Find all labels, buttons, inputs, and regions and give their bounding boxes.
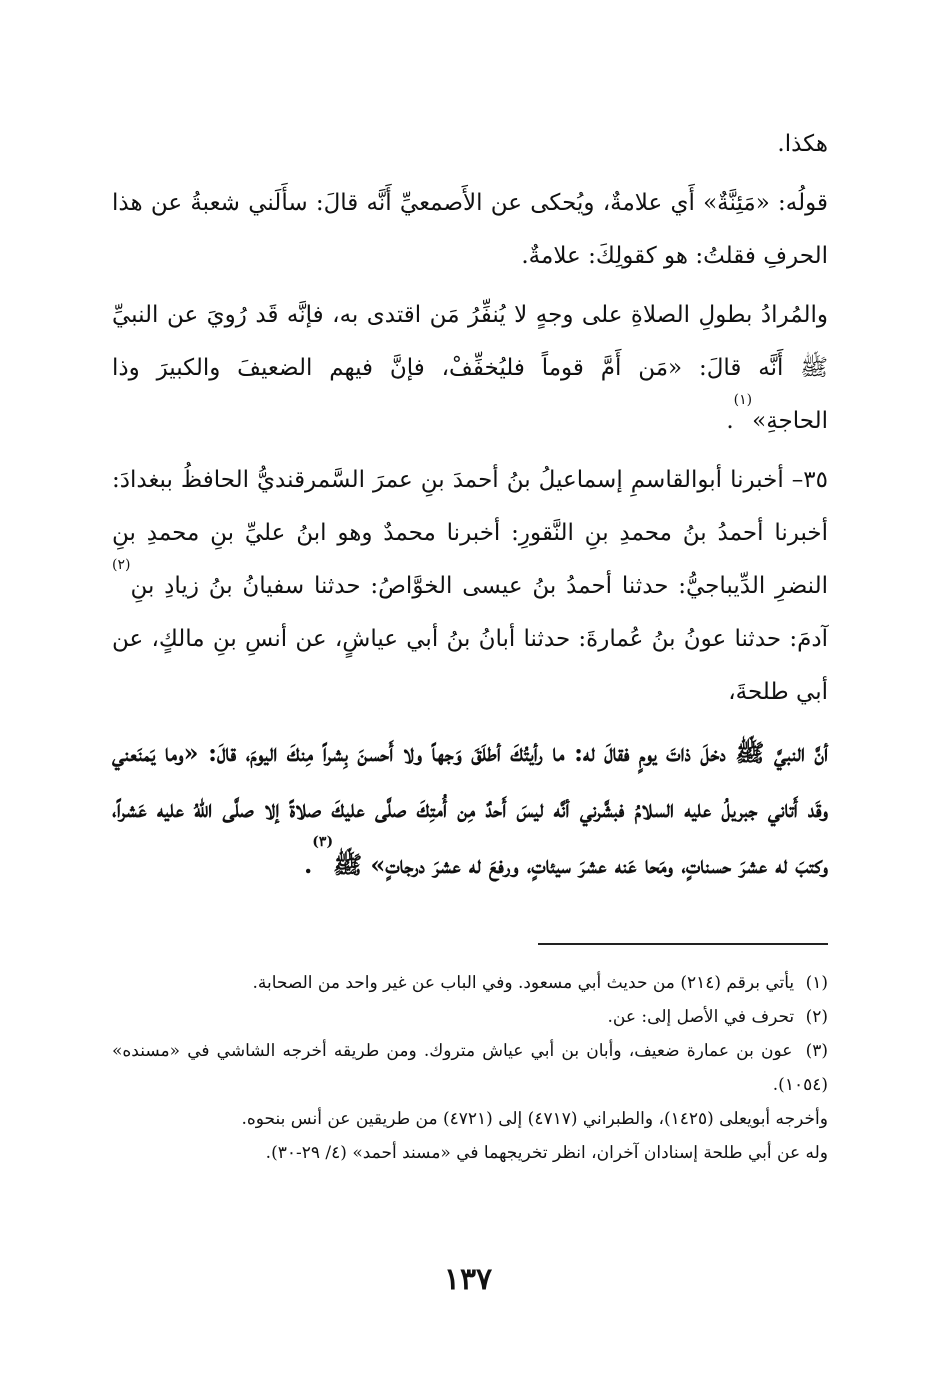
paragraph-2 — [112, 177, 828, 283]
paragraph-3-text: والمُرادُ بطولِ الصلاةِ على وجهٍ لا يُنفِّرُ مَن اقتدى به، فإنَّه قَد رُويَ عن النبيِّ ﷺ أَنَّه قالَ: «مَن أَمَّ قوماً فليُخفِّفْ، فإنَّ فيهم الضعيفَ والكبيرَ وذا الحاجةِ» — [112, 302, 828, 434]
footnote-2-text: تحرف في الأصل إلى: عن. — [607, 1007, 795, 1027]
footnote-ref-3[interactable]: (٣) — [312, 834, 334, 850]
footnote-3-cont-1-text: وأخرجه أبويعلى (١٤٢٥)، والطبراني (٤٧١٧) إلى (٤٧٢١) من طريقين عن أنس بنحوه. — [241, 1109, 828, 1129]
paragraph-3 — [112, 289, 828, 448]
footnote-3-number: (٣) — [805, 1041, 829, 1061]
footnote-2-number: (٢) — [805, 1007, 828, 1027]
footnote-1-text: يأتي برقم (٢١٤) من حديث أبي مسعود. وفي الباب عن غير واحد من الصحابة. — [252, 973, 795, 993]
main-text — [112, 118, 828, 1380]
footnote-ref-1[interactable]: (١) — [733, 392, 753, 408]
footnote-2 — [112, 1000, 828, 1034]
footnote-3 — [112, 1034, 828, 1102]
footnote-3-continuation-2 — [112, 1136, 828, 1170]
footnote-3-cont-2-text: وله عن أبي طلحة إسنادان آخران، انظر تخريجهما في «مسند أحمد» (٤/ ٢٩-٣٠). — [265, 1143, 828, 1163]
paragraph-1-text: هكذا. — [777, 131, 828, 157]
page-number: ١٣٧ — [443, 1262, 493, 1297]
paragraph-1 — [112, 118, 828, 171]
paragraph-3-end: . — [726, 408, 734, 434]
paragraph-2-text: قولُه: «مَئِنَّةٌ» أَي علامةٌ، ويُحكى عن الأَصمعيِّ أَنَّه قالَ: سأَلَني شعبةُ عن هذا الحرفِ فقلتُ: هو كقولِكَ: علامةٌ. — [112, 190, 828, 269]
paragraph-5-hadith — [112, 725, 828, 893]
footnote-1-number: (١) — [805, 973, 828, 993]
paragraph-5-end: . — [303, 850, 313, 879]
paragraph-4-isnad — [112, 454, 828, 719]
paragraph-4-text: ٣٥– أخبرنا أبوالقاسمِ إسماعيلُ بنُ أحمدَ بنِ عمرَ السَّمرقنديُّ الحافظُ ببغدادَ: أخبرنا أحمدُ بنُ محمدِ بنِ النَّقورِ: أخبرنا محمدٌ وهو ابنُ عليِّ بنِ محمدِ بنِ النضرِ الدِّيباجيُّ: حدثنا أحمدُ بنُ عيسى الخوَّاصُ: حدثنا سفيانُ بنُ زيادِ بنِ — [112, 467, 828, 599]
paragraph-5-text: أنَّ النبيَّ ﷺ دخلَ ذاتَ يومٍ فقالَ له: ما رأيتُكَ أطلَقَ وَجهاً ولا أَحسنَ بِشراً مِنكَ اليومَ، قالَ: «وما يَمنَعني وقَد أَتاني جبريلُ عليه السلامُ فبشَّرني أنَّه ليسَ أَحدٌ مِن أُمتِكَ صلَّى عليكَ صلاةً إلا صلَّى اللهُ عليه عَشراً، وكتبَ له عشرَ حسناتٍ، ومَحا عَنه عشرَ سيئاتٍ، ورفعَ له عشرَ درجاتٍ» ﷺ — [112, 738, 828, 879]
paragraph-4-rest: آدمَ: حدثنا عونُ بنُ عُمارةَ: حدثنا أبانُ بنُ أبي عياشٍ، عن أنسِ بنِ مالكٍ، عن أبي طلحةَ، — [112, 626, 828, 705]
footnote-separator — [538, 943, 828, 945]
footnote-1 — [112, 966, 828, 1000]
footnote-ref-2[interactable]: (٢) — [112, 557, 131, 573]
footnotes — [112, 966, 828, 1170]
footnote-3-continuation-1 — [112, 1102, 828, 1136]
footnote-3-text: عون بن عمارة ضعيف، وأبان بن أبي عياش متروك. ومن طريقه أخرجه الشاشي في «مسنده» (١٠٥٤). — [112, 1041, 828, 1095]
